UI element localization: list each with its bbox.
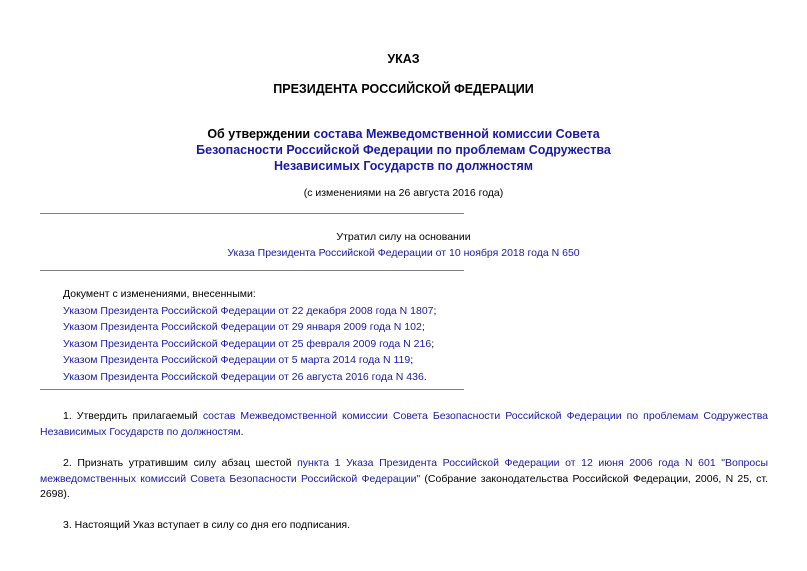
heading-link-part-1[interactable]: состава Межведомственной комиссии Совета bbox=[313, 127, 600, 141]
amendment-link[interactable]: Указом Президента Российской Федерации от 29 января 2009 года N 102 bbox=[63, 321, 422, 333]
document-heading bbox=[0, 126, 807, 174]
heading-link-part-3[interactable]: Независимых Государств по должностям bbox=[274, 159, 533, 173]
paragraph-3: 3. Настоящий Указ вступает в силу со дня его подписания. bbox=[63, 519, 351, 531]
amendment-item: Указом Президента Российской Федерации от 22 декабря 2008 года N 1807; bbox=[63, 304, 437, 317]
divider bbox=[40, 270, 464, 271]
paragraph-1: 1. Утвердить прилагаемый состав Межведомственной комиссии Совета Безопасности Российской Федерации по проблемам Содружества Независимых Государств по должностям. bbox=[40, 410, 768, 438]
amendment-link[interactable]: Указом Президента Российской Федерации от 5 марта 2014 года N 119 bbox=[63, 354, 411, 366]
paragraph-1-link[interactable]: состав Межведомственной комиссии Совета Безопасности Российской Федерации по проблемам Содружества Независимых Государств по должностям bbox=[40, 410, 768, 438]
paragraph-2-link[interactable]: пункта 1 Указа Президента Российской Федерации от 12 июня 2006 года N 601 "Вопросы межведомственных комиссий Совета Безопасности Российской Федерации" bbox=[40, 457, 768, 485]
amended-note: (с изменениями на 26 августа 2016 года) bbox=[303, 187, 504, 199]
heading-link-part-2[interactable]: Безопасности Российской Федерации по проблемам Содружества bbox=[196, 143, 611, 157]
amendments-block bbox=[63, 286, 436, 385]
paragraph-2-suffix: (Собрание законодательства Российской Федерации, 2006, N 25, ст. 2698). bbox=[40, 472, 768, 500]
amendment-item: Указом Президента Российской Федерации от 26 августа 2016 года N 436. bbox=[63, 370, 427, 383]
repeal-link[interactable]: Указа Президента Российской Федерации от 10 ноября 2018 года N 650 bbox=[227, 247, 580, 259]
heading-prefix: Об утверждении bbox=[207, 127, 314, 141]
divider bbox=[40, 389, 464, 390]
amendments-intro: Документ с изменениями, внесенными: bbox=[63, 288, 256, 300]
amendment-link[interactable]: Указом Президента Российской Федерации от 25 февраля 2009 года N 216 bbox=[63, 337, 432, 350]
divider bbox=[40, 213, 464, 214]
paragraph-2-prefix: 2. Признать утратившим силу абзац шестой bbox=[63, 457, 298, 469]
amendment-link[interactable]: Указом Президента Российской Федерации от 26 августа 2016 года N 436 bbox=[63, 370, 424, 383]
paragraph-1-prefix: 1. Утвердить прилагаемый bbox=[63, 410, 203, 422]
amendment-link[interactable]: Указом Президента Российской Федерации от 22 декабря 2008 года N 1807 bbox=[63, 304, 434, 317]
repeal-label: Утратил силу на основании bbox=[336, 231, 471, 243]
document-title: УКАЗ bbox=[387, 52, 420, 66]
amendment-item: Указом Президента Российской Федерации от 5 марта 2014 года N 119; bbox=[63, 354, 414, 366]
document-subtitle: ПРЕЗИДЕНТА РОССИЙСКОЙ ФЕДЕРАЦИИ bbox=[273, 82, 534, 96]
paragraph-2 bbox=[40, 456, 768, 503]
amendment-item: Указом Президента Российской Федерации от 25 февраля 2009 года N 216; bbox=[63, 337, 435, 350]
amendment-item: Указом Президента Российской Федерации от 29 января 2009 года N 102; bbox=[63, 321, 425, 333]
